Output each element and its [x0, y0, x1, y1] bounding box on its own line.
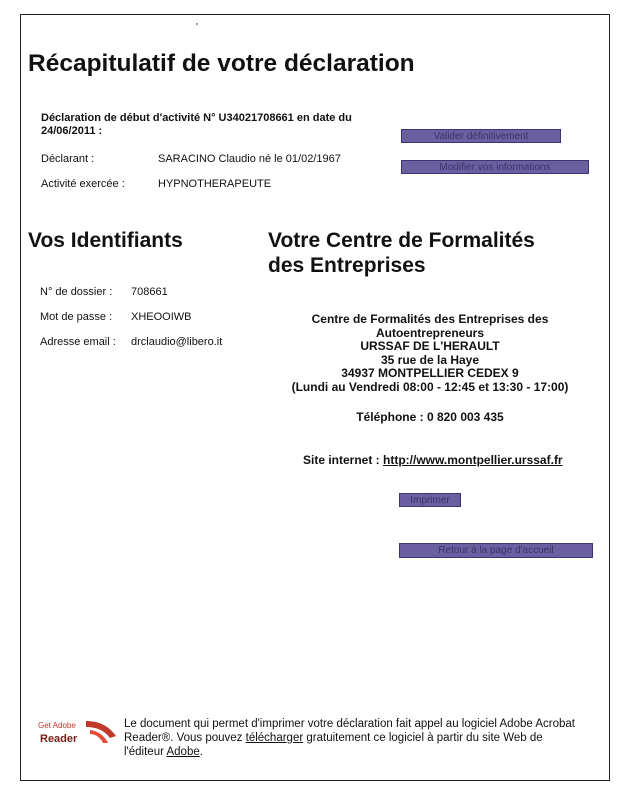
email-value: drclaudio@libero.it [131, 336, 223, 348]
site-internet [303, 453, 563, 467]
declaration-heading [41, 112, 381, 138]
modifier-button[interactable]: Modifier vos informations [401, 160, 589, 174]
dossier-label: N° de dossier : [40, 286, 113, 298]
identifiants-title: Vos Identifiants [28, 229, 183, 252]
recap-title: Récapitulatif de votre déclaration [28, 50, 415, 77]
centre-line: Centre de Formalités des Entreprises des [311, 312, 549, 326]
retour-accueil-button[interactable]: Retour à la page d'accueil [399, 543, 593, 558]
imprimer-button[interactable]: Imprimer [399, 493, 461, 507]
site-label: Site internet : [303, 453, 380, 467]
telecharger-link[interactable]: télécharger [245, 732, 304, 744]
valider-button[interactable]: Valider définitivement [401, 129, 561, 143]
centre-line: Autoentrepreneurs [375, 325, 485, 340]
dossier-value: 708661 [131, 286, 168, 298]
declaration-line-1: Déclaration de début d'activité N° U34021708661 en date du [41, 112, 352, 124]
centre-line: URSSAF DE L'HERAULT [360, 339, 500, 353]
activite-value: HYPNOTHERAPEUTE [158, 178, 272, 190]
centre-title [268, 228, 535, 278]
centre-line: 35 rue de la Haye [380, 352, 480, 367]
footer-text [124, 717, 584, 759]
centre-line: 34937 MONTPELLIER CEDEX 9 [341, 366, 519, 380]
adobe-reader-logo[interactable] [34, 716, 122, 746]
footer-text-part2: gratuitement ce logiciel à partir du site Web de l'éditeur [124, 732, 543, 758]
declaration-line-2: 24/06/2011 : [41, 125, 103, 137]
declarant-value: SARACINO Claudio né le 01/02/1967 [158, 153, 341, 165]
email-label: Adresse email : [40, 336, 116, 348]
logo-top-text: Get Adobe [38, 721, 76, 730]
logo-bottom-text: Reader [40, 733, 78, 745]
centre-title-line-1: Votre Centre de Formalités [268, 229, 535, 252]
password-label: Mot de passe : [40, 311, 113, 323]
site-link[interactable]: http://www.montpellier.urssaf.fr [383, 453, 563, 467]
top-mark: ' [196, 22, 198, 33]
centre-address [282, 313, 578, 394]
centre-title-line-2: des Entreprises [268, 254, 426, 277]
footer-text-part3: . [199, 746, 203, 758]
footer-text-part1: Le document qui permet d'imprimer votre déclaration fait appel au logiciel Adobe Acrobat Reader®. Vous pouvez [124, 718, 575, 744]
adobe-link[interactable]: Adobe [166, 746, 200, 758]
telephone: Téléphone : 0 820 003 435 [356, 410, 504, 424]
declarant-label: Déclarant : [41, 153, 95, 165]
activite-label: Activité exercée : [41, 178, 125, 190]
centre-line: (Lundi au Vendredi 08:00 - 12:45 et 13:30 - 17:00) [291, 379, 569, 394]
password-value: XHEOOIWB [131, 311, 192, 323]
